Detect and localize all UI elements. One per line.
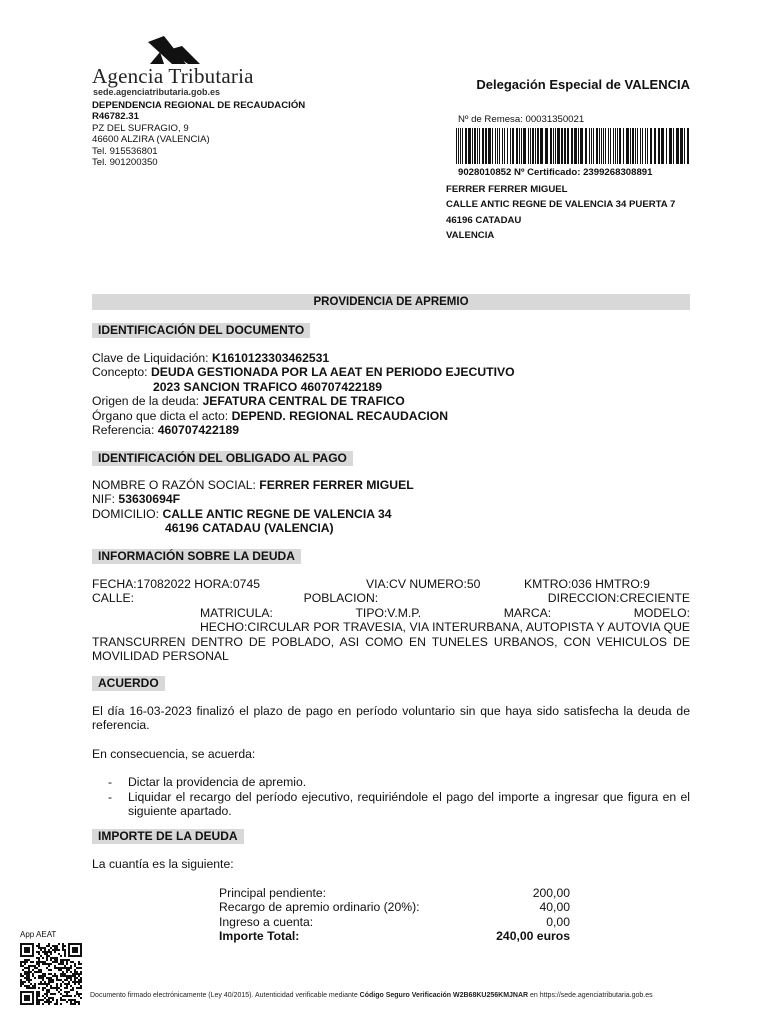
organo-value: DEPEND. REGIONAL RECAUDACION [231,408,449,423]
importe-total-label: Importe Total: [219,929,300,944]
deuda-via-numero: VIA:CV NUMERO:50 [366,577,481,591]
sender-block [92,100,305,168]
importe-row [219,900,570,914]
section-heading-deuda: INFORMACIÓN SOBRE LA DEUDA [92,549,301,564]
clave-label: Clave de Liquidación: [92,351,209,365]
logo-url: sede.agenciatributaria.gob.es [93,87,221,97]
deuda-modelo: MODELO: [633,605,690,620]
delegacion-heading: Delegación Especial de VALENCIA [476,77,690,92]
importe-intro: La cuantía es la siguiente: [92,857,234,871]
organo-label: Órgano que dicta el acto: [92,408,229,423]
origen-value: JEFATURA CENTRAL DE TRAFICO [202,394,405,409]
deuda-fecha-hora: FECHA:17082022 HORA:0745 [92,577,261,591]
acuerdo-paragraph: El día 16-03-2023 finalizó el plazo de pago en período voluntario sin que haya sido satisfecha la deuda de referencia. [92,704,690,733]
section-heading-documento: IDENTIFICACIÓN DEL DOCUMENTO [92,323,310,338]
document-identification [92,351,690,437]
sender-line: R46782.31 [92,111,139,123]
referencia-value: 460707422189 [157,423,240,438]
importe-value: 40,00 [539,900,570,915]
importe-total-value: 240,00 euros [496,929,570,944]
acuerdo-item-1: Dictar la providencia de apremio. [128,775,307,790]
footer-url: en https://sede.agenciatributaria.gob.es [528,992,653,999]
remesa-number: Nº de Remesa: 00031350021 [458,114,585,125]
nif-label: NIF: [92,492,116,507]
domicilio-value: CALLE ANTIC REGNE DE VALENCIA 34 [162,506,392,521]
importe-label: Recargo de apremio ordinario (20%): [219,900,420,915]
sender-line: Tel. 915536801 [92,145,158,157]
domicilio-label: DOMICILIO: [92,506,160,521]
sender-line: DEPENDENCIA REGIONAL DE RECAUDACIÓN [92,100,306,111]
footer-text: Documento firmado electrónicamente (Ley 40/2015). Autenticidad verificable mediante [90,992,360,999]
deuda-calle: CALLE: [92,591,135,606]
clave-value: K1610123303462531 [211,351,330,365]
footer-verification [90,992,653,999]
document-title: PROVIDENCIA DE APREMIO [92,294,690,310]
importe-label: Ingreso a cuenta: [219,914,314,929]
section-heading-obligado: IDENTIFICACIÓN DEL OBLIGADO AL PAGO [92,451,353,466]
obligado-identification [92,478,690,536]
deuda-kmtro: KMTRO:036 HMTRO:9 [524,577,650,591]
agencia-tributaria-logo [92,34,252,96]
importe-total-row [219,929,570,943]
importe-value: 0,00 [546,914,570,929]
nombre-label: NOMBRE O RAZÓN SOCIAL: [92,478,256,492]
concepto-value: DEUDA GESTIONADA POR LA AEAT EN PERIODO EJECUTIVO [150,365,515,380]
deuda-tipo: TIPO:V.M.P. [355,605,422,620]
deuda-matricula: MATRICULA: [200,605,273,620]
recipient-city: 46196 CATADAU [446,214,522,226]
importe-value: 200,00 [532,886,570,900]
deuda-direccion: DIRECCION:CRECIENTE [547,591,690,606]
sender-line: Tel. 901200350 [92,157,158,169]
list-item: - Liquidar el recargo del período ejecutivo, requiriéndole el pago del importe a ingresar que figura en el siguiente apartado. [108,789,690,819]
concepto-label: Concepto: [92,365,148,380]
deuda-hecho: HECHO:CIRCULAR POR TRAVESIA, VIA INTERURBANA, AUTOPISTA Y AUTOVIA QUE TRANSCURREN DENTRO DE POBLADO, ASI COMO EN TUNELES URBANOS, CON VEHICULOS DE MOVILIDAD PERSONAL [92,620,690,664]
app-aeat-label: App AEAT [20,930,57,939]
concepto-value-cont: 2023 SANCION TRAFICO 460707422189 [153,379,382,394]
recipient-street: CALLE ANTIC REGNE DE VALENCIA 34 PUERTA 7 [446,199,676,211]
origen-label: Origen de la deuda: [92,394,200,409]
sender-line: PZ DEL SUFRAGIO, 9 [92,122,189,134]
acuerdo-item-2: Liquidar el recargo del período ejecutivo, requiriéndole el pago del importe a ingresar que figura en el siguiente apartado. [128,789,690,819]
nombre-value: FERRER FERRER MIGUEL [259,478,414,492]
certificado-number: 9028010852 Nº Certificado: 2399268308891 [458,167,653,178]
recipient-province: VALENCIA [446,229,495,241]
acuerdo-consecuencia: En consecuencia, se acuerda: [92,746,256,761]
logo-name: Agencia Tributaria [92,64,254,88]
nif-value: 53630694F [118,492,181,507]
sender-line: 46600 ALZIRA (VALENCIA) [92,134,210,146]
domicilio-value-cont: 46196 CATADAU (VALENCIA) [165,521,334,536]
importe-label: Principal pendiente: [219,886,327,900]
recipient-address [446,182,675,243]
section-heading-importe: IMPORTE DE LA DEUDA [92,829,244,844]
section-heading-acuerdo: ACUERDO [92,676,165,691]
agencia-tributaria-emblem-icon [142,34,212,68]
deuda-poblacion: POBLACION: [303,591,379,606]
recipient-name: FERRER FERRER MIGUEL [446,184,568,195]
footer-csv: Código Seguro Verificación W2B68KU256KMJNAR [359,992,529,999]
importe-row [219,886,570,900]
deuda-information [92,577,690,663]
acuerdo-block [92,704,690,818]
deuda-marca: MARCA: [503,605,552,620]
importe-row [219,915,570,929]
barcode [456,128,689,164]
qr-code [20,943,82,1005]
importe-table [219,886,570,944]
list-item: - Dictar la providencia de apremio. [108,775,307,790]
referencia-label: Referencia: [92,423,155,438]
